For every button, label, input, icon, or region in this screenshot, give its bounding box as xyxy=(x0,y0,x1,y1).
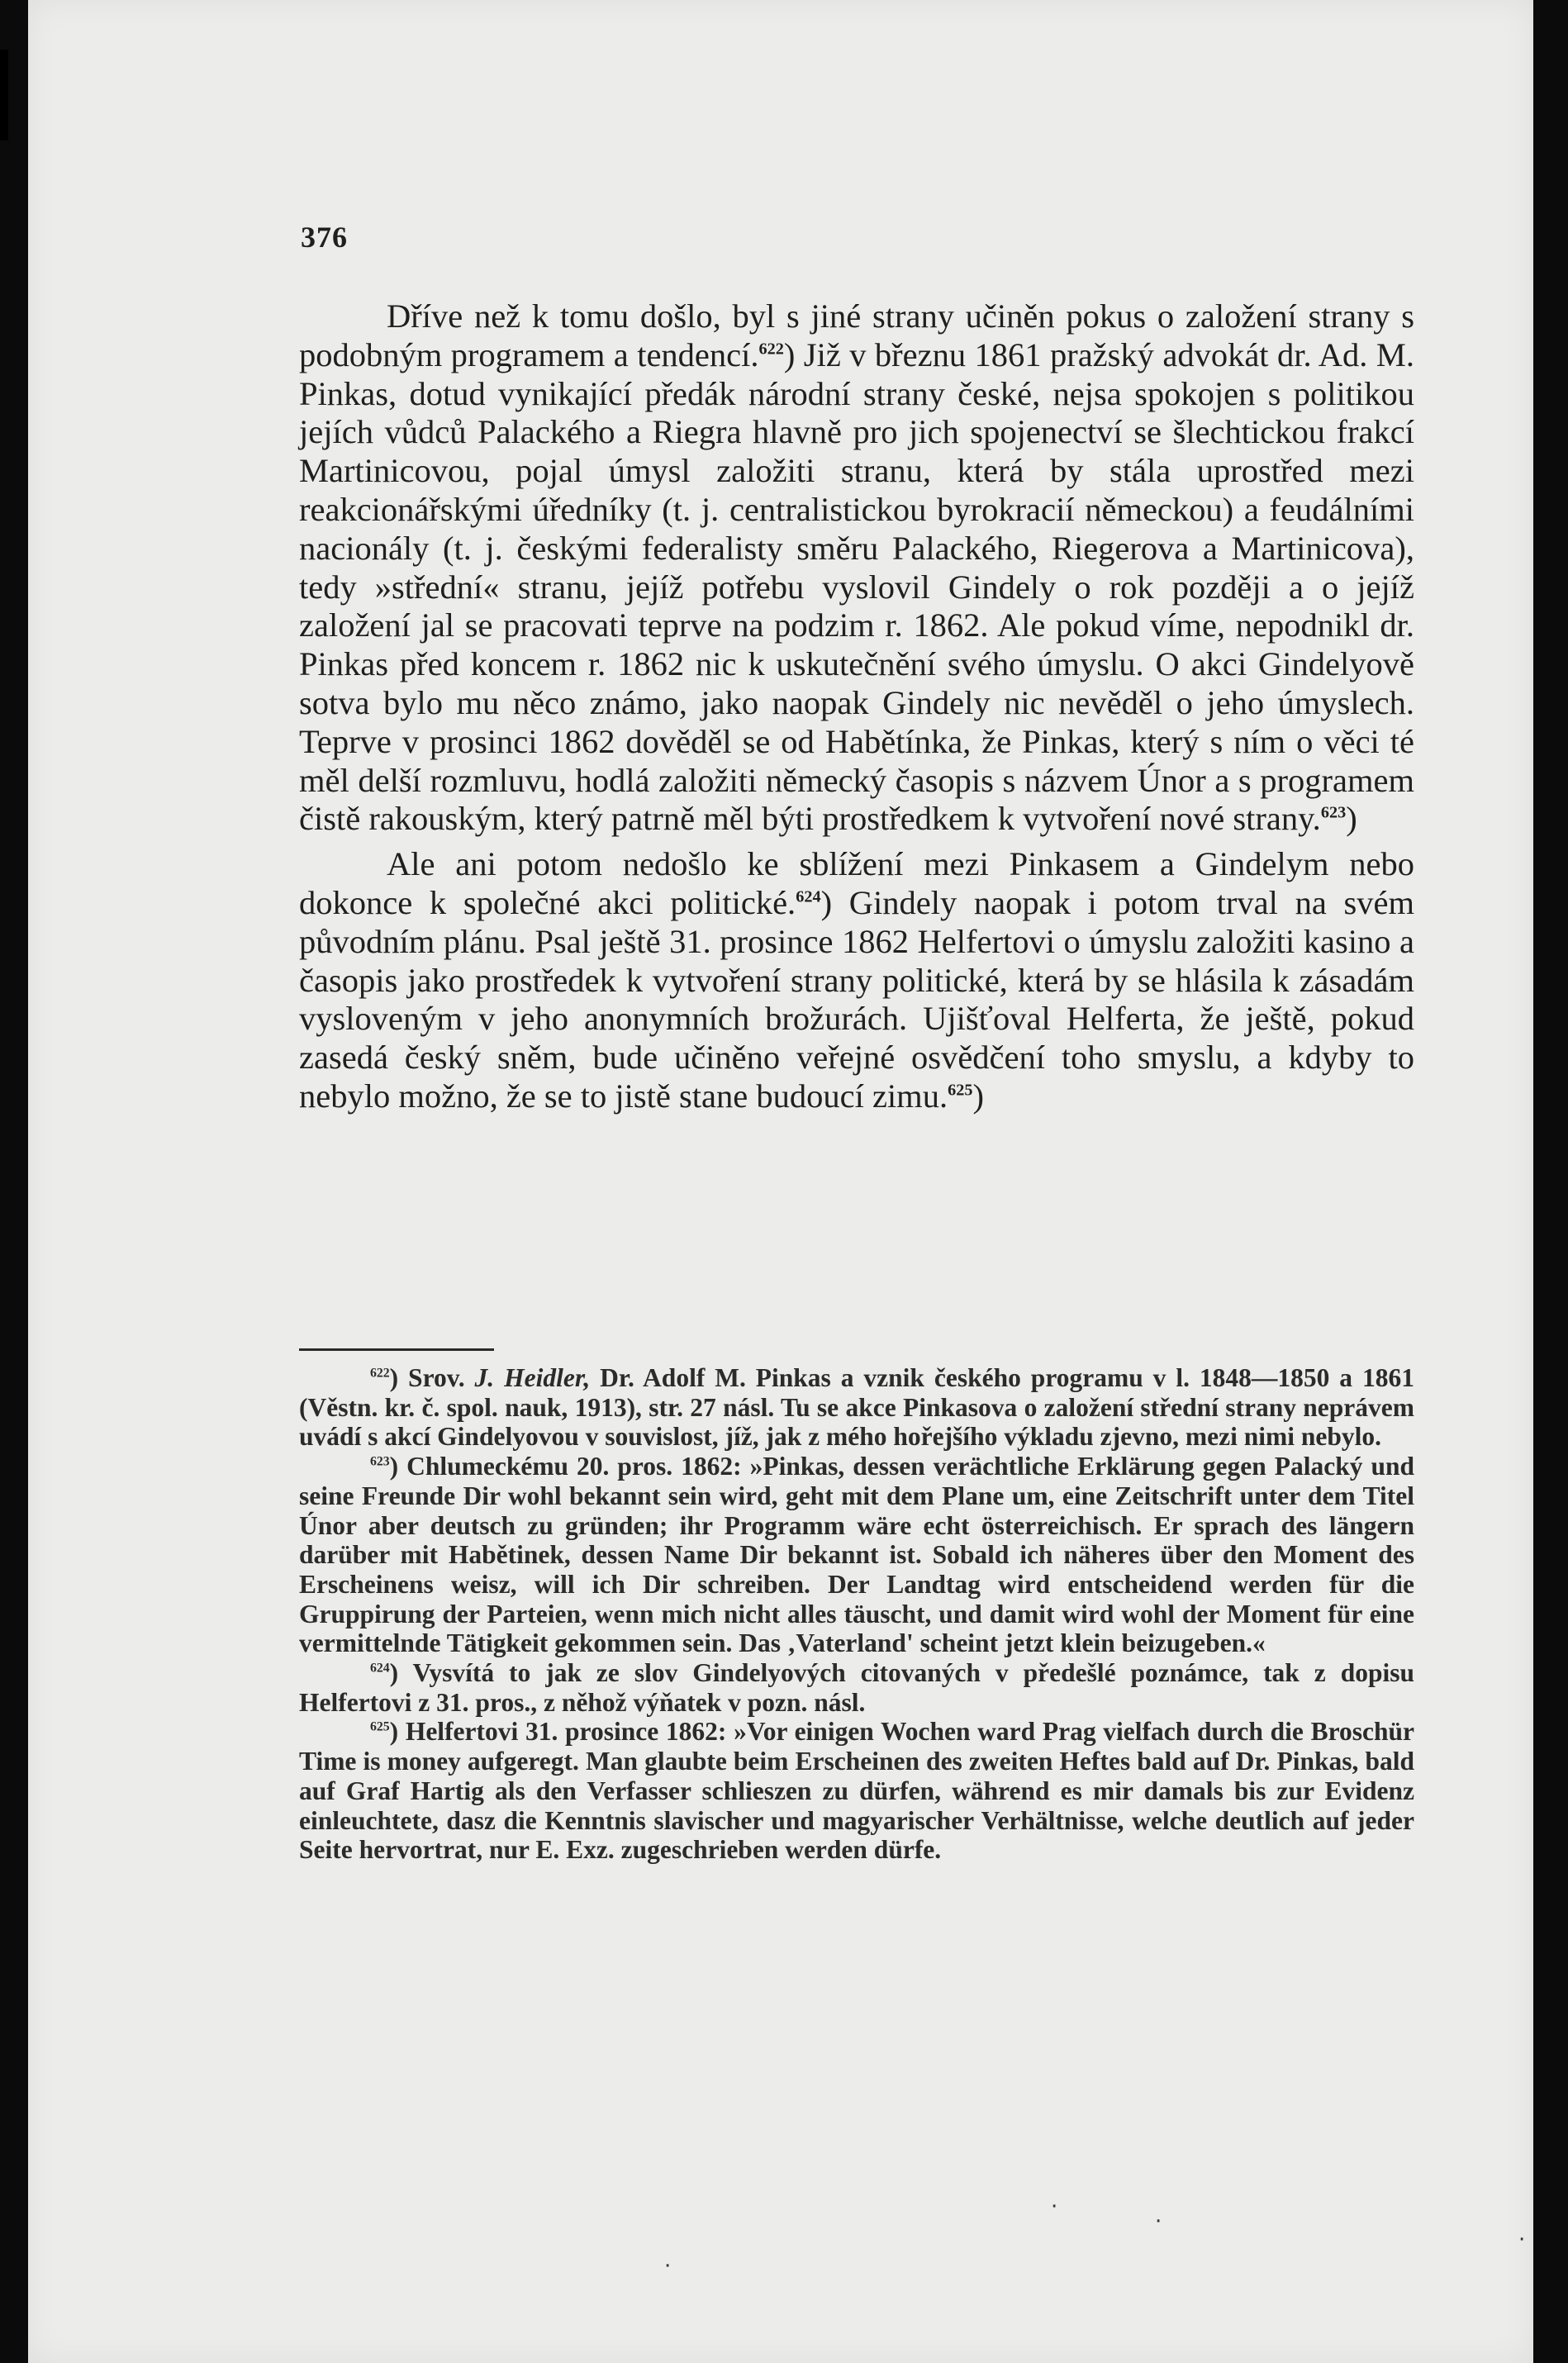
footnote-reference: 624 xyxy=(796,887,821,906)
body-paragraph xyxy=(299,297,1414,839)
scan-speck: · xyxy=(664,2254,672,2279)
footnote-author: J. Heidler, xyxy=(474,1363,591,1392)
scan-speck: · xyxy=(1518,2227,1526,2252)
footnote xyxy=(299,1658,1414,1717)
scan-speck: · xyxy=(1051,2194,1058,2219)
footnote-text: Helfertovi 31. prosince 1862: »Vor einigen Wochen ward Prag vielfach durch die Broschür Time is money aufgeregt. Man glaubte beim Erscheinen des zweiten Heftes bald auf Dr. Pinkas, bald auf Graf Hartig als den Verfasser schlieszen zu dürfen, während es mir damals bis zur Evidenz einleuchtete, dasz die Kenntnis slavischer und magyarischer Verhältnisse, welche deutlich auf jeder Seite hervortrat, nur E. Exz. zugeschrieben werden dürfe. xyxy=(299,1717,1414,1865)
footnote-marker: 623 xyxy=(370,1454,390,1469)
footnote-reference: 625 xyxy=(948,1081,973,1100)
footnote-reference: 622 xyxy=(758,340,784,359)
footnote xyxy=(299,1452,1414,1658)
footnote-divider xyxy=(299,1348,494,1351)
footnote-marker: 625 xyxy=(370,1719,390,1734)
footnote-marker: 622 xyxy=(370,1366,390,1381)
footnote-lead: ) Srov. xyxy=(389,1363,475,1392)
footnote xyxy=(299,1363,1414,1452)
scan-speck: · xyxy=(1155,2209,1162,2234)
page-number: 376 xyxy=(301,221,348,254)
footnote-marker: 624 xyxy=(370,1661,390,1676)
footnote-reference: 623 xyxy=(1320,803,1347,822)
footnote-lead: ) xyxy=(389,1717,406,1747)
footnote-text: Vysvítá to jak ze slov Gindelyových citovaných v předešlé poznámce, tak z dopisu Helfertovi z 31. pros., z něhož výňatek v pozn. násl. xyxy=(299,1658,1415,1717)
body-paragraph xyxy=(299,845,1414,1116)
paragraph-text: ) Již v březnu 1861 pražský advokát dr. Ad. M. Pinkas, dotud vynikající předák národní strany české, nejsa spokojen s politikou jejích vůdců Palackého a Riegra hlavně pro jich spojenectví se šlechtickou frakcí Martinicovou, pojal úmysl založiti stranu, která by stála uprostřed mezi reakcionářskými úředníky (t. j. centralistickou byrokracií německou) a feudálními nacionály (t. j. českými federalisty směru Palackého, Riegerova a Martinicova), tedy »střední« stranu, jejíž potřebu vyslovil Gindely o rok později a o jejíž založení jal se pracovati teprve na podzim r. 1862. Ale pokud víme, nepodnikl dr. Pinkas před koncem r. 1862 nic k uskutečnění svého úmyslu. O akci Gindelyově sotva bylo mu něco známo, jako naopak Gindely nic nevěděl o jeho úmyslech. Teprve v prosinci 1862 dověděl se od Habětínka, že Pinkas, který s ním o věci té měl delší rozmluvu, hodlá založiti německý časopis s názvem Únor a s programem čistě rakouským, který patrně měl býti prostředkem k vytvoření nové strany. xyxy=(299,335,1414,838)
paragraph-text: ) xyxy=(972,1077,984,1115)
footnote-text: Chlumeckému 20. pros. 1862: »Pinkas, dessen verächtliche Erklärung gegen Palacký und seine Freunde Dir wohl bekannt sein wird, geht mit dem Plane um, eine Zeitschrift unter dem Titel Únor aber deutsch zu gründen; ihr Programm wäre echt österreichisch. Er sprach des längern darüber mit Habětinek, dessen Name Dir bekannt ist. Sobald ich näheres über den Moment des Erscheinens weisz, will ich Dir schreiben. Der Landtag wird entscheidend werden für die Gruppirung der Parteien, wenn mich nicht alles täuscht, und damit wird wohl der Moment für eine vermittelnde Tätigkeit gekommen sein. Das ‚Vaterland' scheint jetzt klein beizugeben.« xyxy=(299,1452,1414,1658)
footnote-lead: ) xyxy=(389,1658,413,1688)
paragraph-text: Dříve než k tomu došlo, byl s jiné strany učiněn pokus o založení strany s podobným programem a tendencí. xyxy=(299,297,1414,373)
binding-edge-mark xyxy=(0,50,8,140)
footnote xyxy=(299,1717,1414,1865)
paragraph-text: ) xyxy=(1346,800,1357,838)
footnotes xyxy=(299,1363,1414,1865)
paragraph-text: Ale ani potom nedošlo ke sblížení mezi Pinkasem a Gindelym nebo dokonce k společné akci politické. xyxy=(299,845,1414,921)
footnote-lead: ) xyxy=(389,1452,407,1481)
footnote-text: Dr. Adolf M. Pinkas a vznik českého programu v l. 1848—1850 a 1861 (Věstn. kr. č. spol. nauk, 1913), str. 27 násl. Tu se akce Pinkasova o založení střední strany neprávem uvádí s akcí Gindelyovou v souvislost, jíž, jak z mého hořejšího výkladu zjevno, mezi nimi nebylo. xyxy=(299,1363,1414,1452)
main-text xyxy=(299,297,1414,1116)
paragraph-text: ) Gindely naopak i potom trval na svém původním plánu. Psal ještě 31. prosince 1862 Helfertovi o úmyslu založiti kasino a časopis jako prostředek k vytvoření strany politické, která by se hlásila k zásadám vysloveným v jeho anonymních brožurách. Ujišťoval Helferta, že ještě, pokud zasedá český sněm, bude učiněno veřejné osvědčení toho smyslu, a kdyby to nebylo možno, že se to jistě stane budoucí zimu. xyxy=(299,883,1414,1115)
